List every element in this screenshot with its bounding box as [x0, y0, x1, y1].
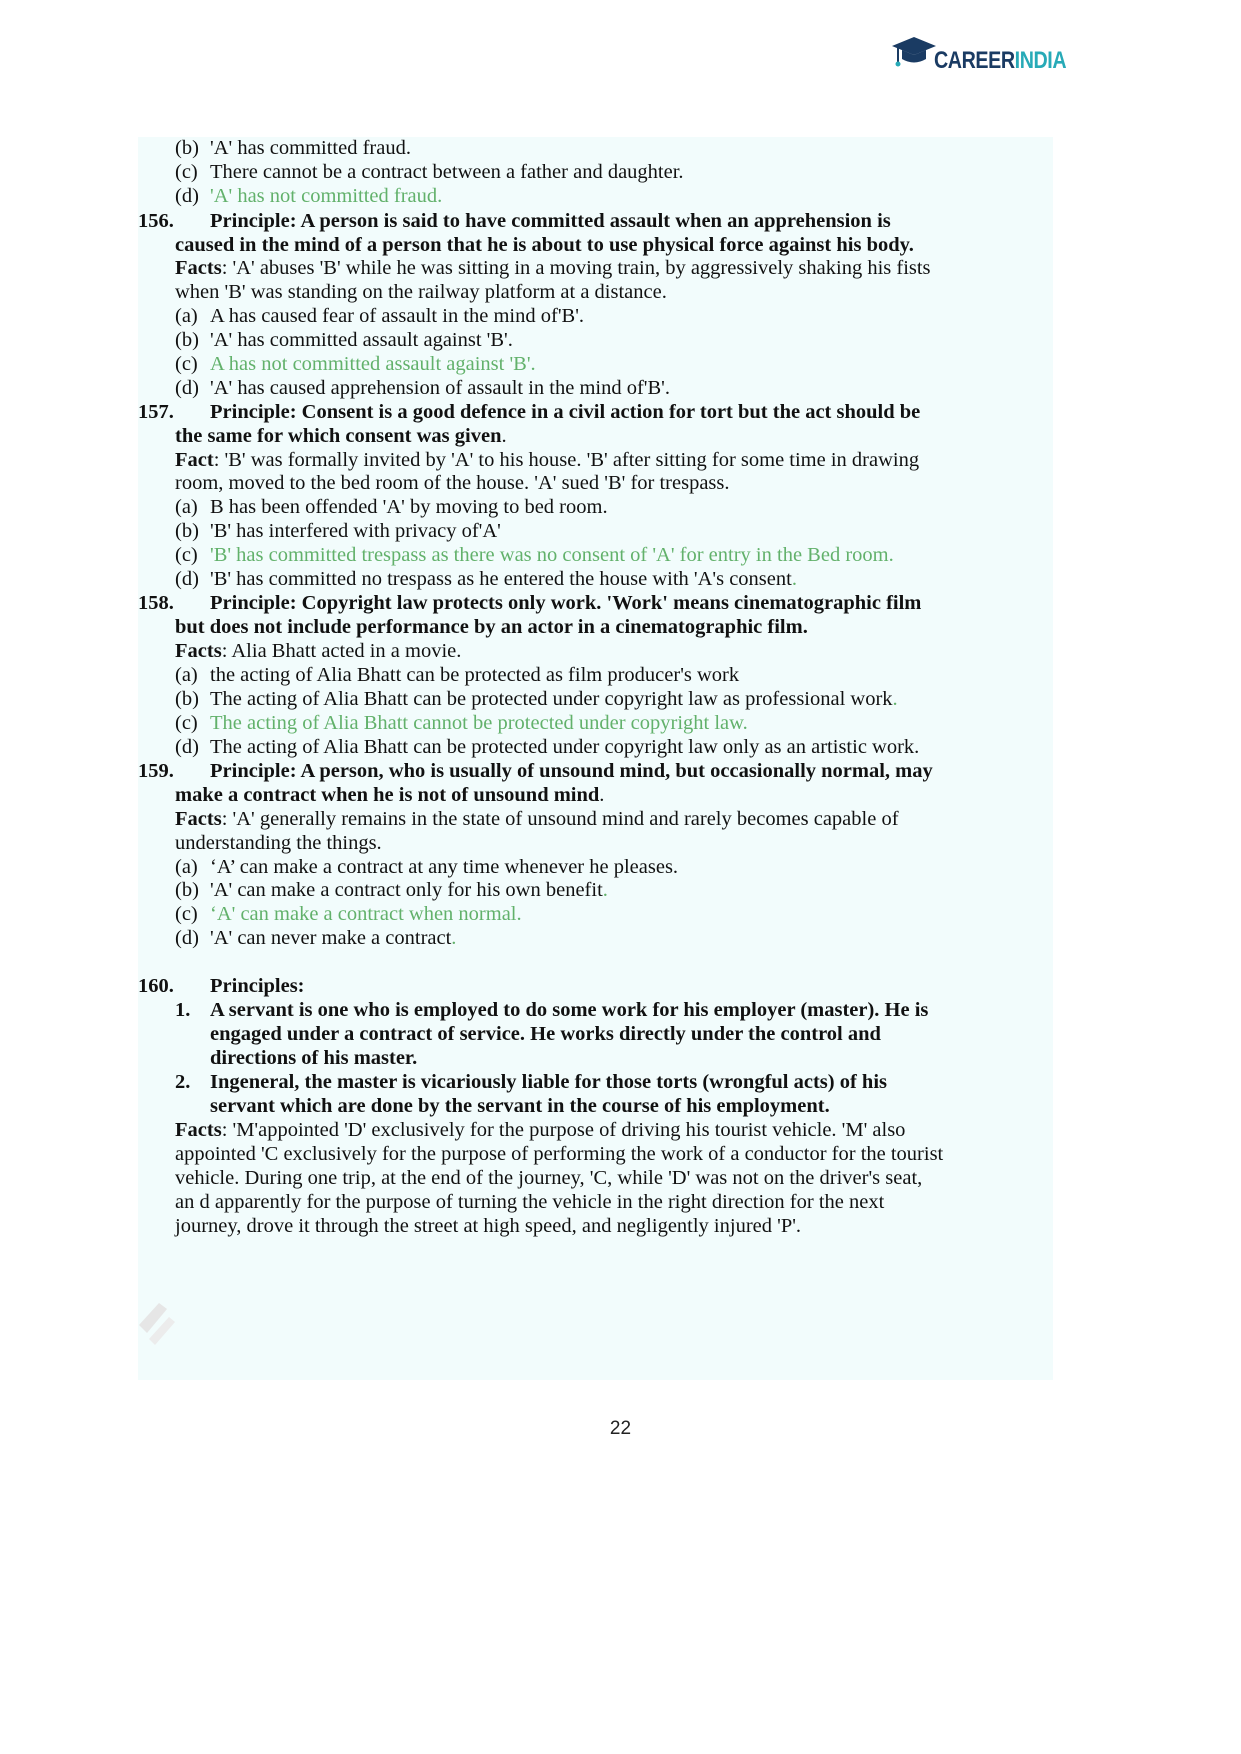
q160-principle-1: 1. A servant is one who is employed to do some work for his employer (master). He is: [175, 999, 929, 1021]
q156-principle-cont: caused in the mind of a person that he is about to use physical force against his body.: [175, 234, 914, 256]
q160-facts-cont4: journey, drove it through the street at high speed, and negligently injured 'P'.: [175, 1215, 802, 1237]
q159-principle: 159. Principle: A person, who is usually of unsound mind, but occasionally normal, may: [138, 760, 933, 782]
careerindia-logo: [890, 33, 1070, 83]
q158-principle: 158. Principle: Copyright law protects only work. 'Work' means cinematographic film: [138, 592, 922, 614]
q157-principle-cont: the same for which consent was given.: [175, 425, 507, 447]
q160-facts-cont3: an d apparently for the purpose of turning the vehicle in the right direction for the next: [175, 1191, 885, 1213]
q158-option-a: (a) the acting of Alia Bhatt can be protected as film producer's work: [175, 664, 740, 686]
brand-india: INDIA: [1014, 47, 1067, 74]
q160-heading: 160. Principles:: [138, 975, 305, 997]
q160-principle-1-cont: engaged under a contract of service. He works directly under the control and: [210, 1023, 881, 1045]
q156-option-b: (b) 'A' has committed assault against 'B'.: [175, 329, 513, 351]
q159-facts-cont: understanding the things.: [175, 832, 382, 854]
brand-career: CAREER: [934, 47, 1015, 74]
watermark-fragment-icon: [137, 1295, 177, 1350]
q159-facts: Facts: 'A' generally remains in the state of unsound mind and rarely becomes capable of: [175, 808, 899, 830]
q159-option-a: (a) ‘A’ can make a contract at any time whenever he pleases.: [175, 856, 679, 878]
q159-principle-cont: make a contract when he is not of unsound mind.: [175, 784, 605, 806]
q160-principle-2: 2. Ingeneral, the master is vicariously liable for those torts (wrongful acts) of his: [175, 1071, 888, 1093]
q156-facts: Facts: 'A' abuses 'B' while he was sitting in a moving train, by aggressively shaking his fists: [175, 257, 931, 279]
q160-principle-1-cont2: directions of his master.: [210, 1047, 418, 1069]
q156-option-d: (d) 'A' has caused apprehension of assault in the mind of'B'.: [175, 377, 670, 399]
q157-facts: Fact: 'B' was formally invited by 'A' to his house. 'B' after sitting for some time in drawing: [175, 449, 920, 471]
correct-answer: The acting of Alia Bhatt cannot be protected under copyright law.: [210, 712, 748, 734]
q158-option-d: (d) The acting of Alia Bhatt can be protected under copyright law only as an artistic work.: [175, 736, 920, 758]
q158-option-b: (b) The acting of Alia Bhatt can be protected under copyright law as professional work.: [175, 688, 898, 710]
q157-option-c: (c) 'B' has committed trespass as there was no consent of 'A' for entry in the Bed room.: [175, 544, 894, 566]
q160-facts: Facts: 'M'appointed 'D' exclusively for the purpose of driving his tourist vehicle. 'M' also: [175, 1119, 906, 1141]
correct-answer: ‘A' can make a contract when normal.: [210, 903, 522, 925]
q156-option-c: (c) A has not committed assault against 'B'.: [175, 353, 536, 375]
correct-answer: 'A' has not committed fraud.: [210, 185, 443, 207]
q157-facts-cont: room, moved to the bed room of the house. 'A' sued 'B' for trespass.: [175, 472, 730, 494]
q155-option-d: (d) 'A' has not committed fraud.: [175, 185, 443, 207]
correct-answer: 'B' has committed trespass as there was no consent of 'A' for entry in the Bed room.: [210, 544, 894, 566]
q159-option-d: (d) 'A' can never make a contract.: [175, 927, 457, 949]
q157-option-b: (b) 'B' has interfered with privacy of'A': [175, 520, 501, 542]
q159-option-c: (c) ‘A' can make a contract when normal.: [175, 903, 522, 925]
q158-facts: Facts: Alia Bhatt acted in a movie.: [175, 640, 462, 662]
q157-option-d: (d) 'B' has committed no trespass as he entered the house with 'A's consent.: [175, 568, 797, 590]
q159-option-b: (b) 'A' can make a contract only for his own benefit.: [175, 879, 608, 901]
question-content: [138, 137, 1053, 1380]
correct-answer: A has not committed assault against 'B'.: [210, 353, 536, 375]
q156-option-a: (a) A has caused fear of assault in the mind of'B'.: [175, 305, 585, 327]
q160-facts-cont2: vehicle. During one trip, at the end of the journey, 'C, while 'D' was not on the driver's seat,: [175, 1167, 923, 1189]
q155-option-b: (b) 'A' has committed fraud.: [175, 137, 411, 159]
q157-principle: 157. Principle: Consent is a good defence in a civil action for tort but the act should be: [138, 401, 921, 423]
q160-facts-cont: appointed 'C exclusively for the purpose of performing the work of a conductor for the tourist: [175, 1143, 944, 1165]
q158-principle-cont: but does not include performance by an actor in a cinematographic film.: [175, 616, 808, 638]
graduation-cap-icon: [890, 33, 938, 79]
q157-option-a: (a) B has been offended 'A' by moving to bed room.: [175, 496, 608, 518]
q155-option-c: (c) There cannot be a contract between a father and daughter.: [175, 161, 684, 183]
q156-facts-cont: when 'B' was standing on the railway platform at a distance.: [175, 281, 667, 303]
brand-name: [934, 47, 1066, 75]
q156-principle: 156. Principle: A person is said to have committed assault when an apprehension is: [138, 210, 891, 232]
page-number: 22: [609, 1418, 632, 1439]
q158-option-c: (c) The acting of Alia Bhatt cannot be protected under copyright law.: [175, 712, 748, 734]
q160-principle-2-cont: servant which are done by the servant in the course of his employment.: [210, 1095, 830, 1117]
